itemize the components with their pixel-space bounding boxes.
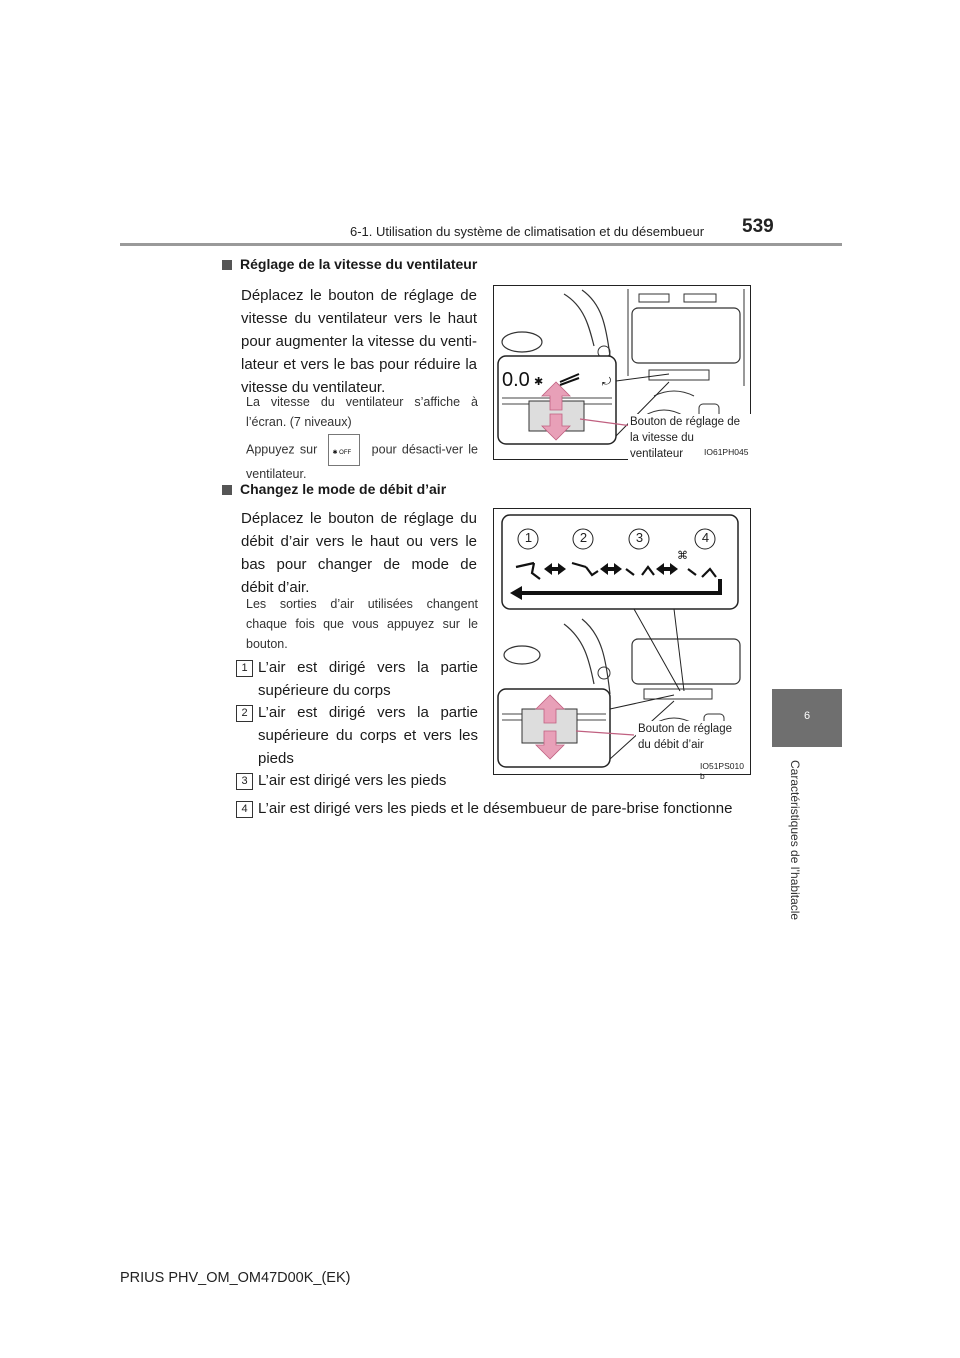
- page-number: 539: [742, 216, 774, 237]
- figure2-id: IO51PS010 b: [700, 761, 744, 781]
- item-number-2: 2: [236, 705, 253, 722]
- figure1-id: IO61PH045: [704, 447, 749, 457]
- section1-heading-text: Réglage de la vitesse du ventilateur: [240, 256, 478, 272]
- section2-body: Déplacez le bouton de réglage du débit d’air vers le haut ou vers le bas pour changer de mode de débit d’air.: [241, 510, 477, 596]
- fan-speed-figure: [493, 285, 751, 460]
- svg-text:0.0: 0.0: [502, 369, 530, 391]
- square-bullet-icon: [222, 485, 232, 495]
- section-header: 6-1. Utilisation du système de climatisation et du désembueur: [350, 224, 705, 239]
- svg-text:✱: ✱: [534, 376, 544, 388]
- item-number-3: 3: [236, 773, 253, 790]
- airflow-mode-figure: [493, 508, 751, 781]
- chapter-tab: [772, 689, 842, 747]
- item-text-2: L’air est dirigé vers la partie supérieure du corps et vers les pieds: [258, 704, 478, 767]
- section1-heading: [222, 256, 477, 272]
- document-code: PRIUS PHV_OM_OM47D00K_(EK): [120, 1270, 351, 1286]
- airflow-callout: Bouton de réglage du débit d’air: [636, 721, 748, 753]
- note2-before: Appuyez sur: [246, 442, 318, 457]
- fan-off-label: OFF: [339, 450, 352, 456]
- header-divider: [120, 243, 842, 246]
- section2-heading-text: Changez le mode de débit d’air: [240, 481, 447, 497]
- mode-number-2: 2: [579, 530, 588, 545]
- section1-note1: La vitesse du ventilateur s’affiche à l’écran. (7 niveaux): [246, 395, 478, 429]
- mode-number-3: 3: [635, 530, 644, 545]
- square-bullet-icon: [222, 260, 232, 270]
- chapter-label: [788, 760, 804, 930]
- svg-text:⤾: ⤾: [602, 376, 612, 388]
- section1-note2: [246, 434, 478, 483]
- chapter-number: 6: [803, 710, 811, 722]
- item-text-4: L’air est dirigé vers les pieds et le désembueur de pare-brise fonctionne: [258, 800, 733, 817]
- note2-after: pour désacti-ver le ventilateur.: [246, 442, 478, 481]
- mode-number-1: 1: [524, 530, 533, 545]
- svg-text:⌘: ⌘: [677, 550, 688, 562]
- section2-note: Les sorties d’air utilisées changent chaque fois que vous appuyez sur le bouton.: [246, 597, 478, 651]
- mode-number-4: 4: [701, 530, 710, 545]
- item-number-1: 1: [236, 660, 253, 677]
- fan-speed-callout: Bouton de réglage de la vitesse du ventilateur: [628, 414, 752, 462]
- chapter-title: Caractéristiques de l’habitacle: [788, 760, 802, 921]
- section1-body: Déplacez le bouton de réglage de vitesse du ventilateur vers le haut pour augmenter la vitesse du venti-lateur et vers le bas pour réduire la vitesse du ventilateur.: [241, 287, 477, 396]
- item-text-3: L’air est dirigé vers les pieds: [258, 772, 447, 789]
- item-text-1: L’air est dirigé vers la partie supérieure du corps: [258, 659, 478, 699]
- section2-heading: [222, 481, 446, 497]
- item-number-4: 4: [236, 801, 253, 818]
- fan-off-button-icon: ✱ OFF: [328, 434, 360, 466]
